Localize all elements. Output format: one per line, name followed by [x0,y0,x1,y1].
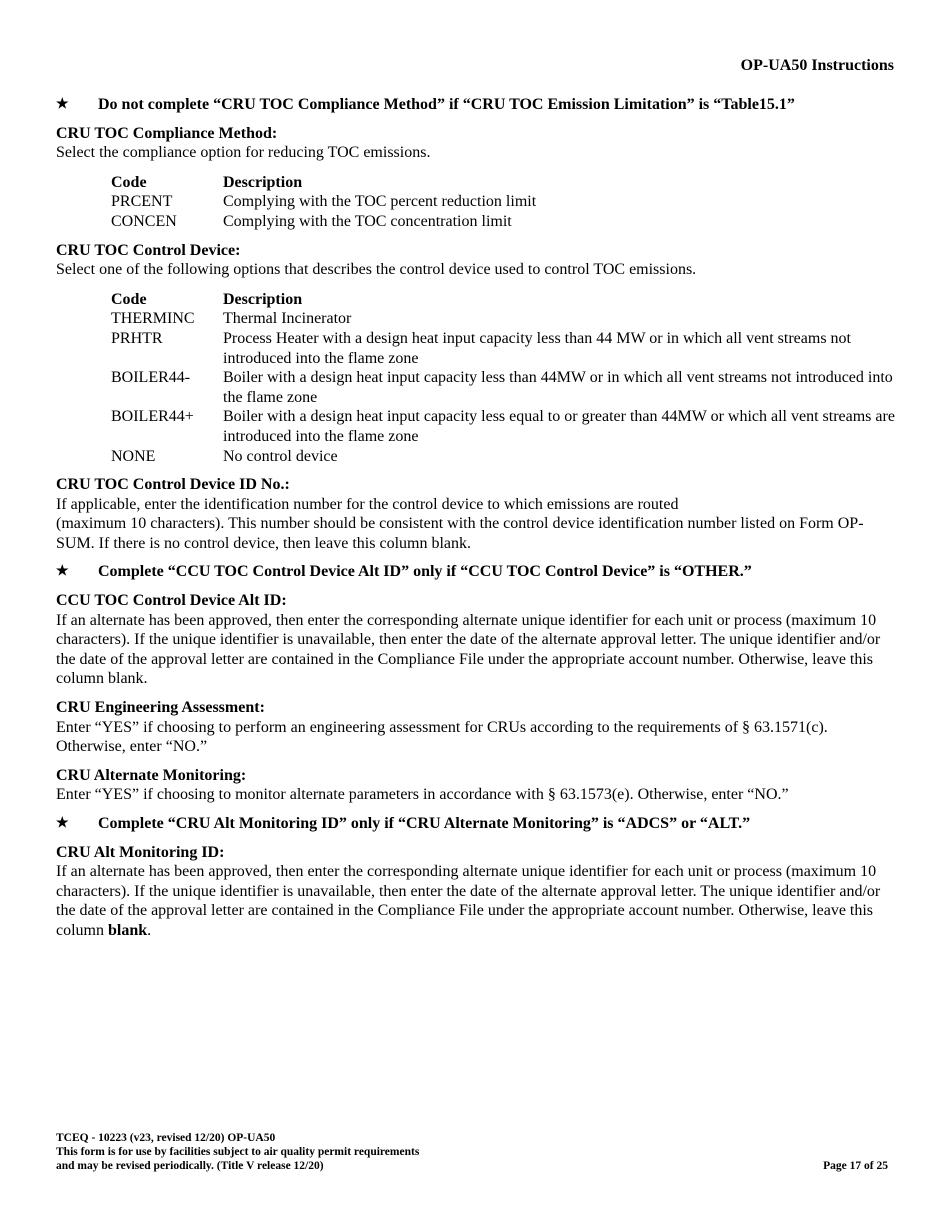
section-text: Select one of the following options that describes the control device used to control TOC emissions. [56,261,697,279]
compliance-code-table [111,173,536,232]
control-device-code-table [111,290,896,466]
table-row [111,447,896,467]
section-title: CRU Alternate Monitoring: [56,766,247,784]
text-body: If an alternate has been approved, then enter the corresponding alternate unique identifier for each unit or process (maximum 10 characters). If the unique identifier is unavailable, then enter the date of the alternate approval letter. The unique identifier and/or the date of the approval letter are contained in the Compliance File under the appropriate account number. Otherwise, leave this column [56,863,881,939]
bold-word: blank [108,921,148,939]
section-control-device-alt-id [56,591,896,689]
table-row [111,192,536,212]
code-cell: CONCEN [111,212,177,230]
section-title: CRU Engineering Assessment: [56,699,265,717]
col-header-code: Code [111,290,147,308]
table-row [111,309,896,329]
section-text [56,862,896,940]
description-cell: Complying with the TOC concentration limit [223,212,512,230]
section-text: Select the compliance option for reducing TOC emissions. [56,144,431,162]
col-header-description: Description [223,173,303,191]
description-cell: Thermal Incinerator [223,310,352,328]
code-cell: PRHTR [111,329,163,347]
table-row [111,407,896,446]
note-text: Complete “CCU TOC Control Device Alt ID” only if “CCU TOC Control Device” is “OTHER.” [98,563,752,581]
section-engineering-assessment [56,698,896,757]
section-text: Enter “YES” if choosing to perform an engineering assessment for CRUs according to the requirements of § 63.1571(c). Otherwise, enter “NO.” [56,718,828,756]
text-end: . [147,921,152,939]
section-control-device-id [56,475,896,553]
description-cell: Process Heater with a design heat input capacity less than 44 MW or in which all vent streams not introduced into the flame zone [223,329,851,367]
section-text: If an alternate has been approved, then enter the corresponding alternate unique identifier for each unit or process (maximum 10 characters). If the unique identifier is unavailable, then enter the date of the alternate approval letter. The unique identifier and/or the date of the approval letter are contained in the Compliance File under the appropriate account number. Otherwise, leave this column blank. [56,611,881,688]
note-text: Do not complete “CRU TOC Compliance Method” if “CRU TOC Emission Limitation” is “Table15.1” [98,96,795,113]
section-text-line: If applicable, enter the identification number for the control device to which emissions are routed [56,495,679,513]
page-number: Page 17 of 25 [823,1160,888,1172]
star-icon: ★ [56,816,69,831]
section-text-line: (maximum 10 characters). This number should be consistent with the control device identification number listed on Form OP-SUM. If there is no control device, then leave this column blank. [56,515,864,552]
table-row [111,212,536,232]
code-cell: PRCENT [111,193,173,211]
description-cell: Complying with the TOC percent reduction limit [223,193,537,211]
star-icon: ★ [56,564,69,580]
section-title: CCU TOC Control Device Alt ID: [56,592,287,610]
page-header-title: OP-UA50 Instructions [740,57,894,74]
note-alt-monitoring-id [56,814,896,834]
col-header-description: Description [223,290,303,308]
section-alt-monitoring-id [56,843,896,941]
star-icon: ★ [56,97,69,112]
section-title: CRU TOC Compliance Method: [56,124,278,142]
description-cell: Boiler with a design heat input capacity less equal to or greater than 44MW or which all vent streams are introduced into the flame zone [223,408,895,445]
note-alt-id [56,562,896,582]
table-row [111,329,896,368]
section-compliance-method [56,124,896,232]
section-title: CRU TOC Control Device ID No.: [56,476,290,494]
note-text: Complete “CRU Alt Monitoring ID” only if “CRU Alternate Monitoring” is “ADCS” or “ALT.” [98,815,751,832]
table-row [111,368,896,407]
footer-form-info [56,1131,419,1173]
section-alternate-monitoring [56,766,896,805]
footer-line: This form is for use by facilities subject to air quality permit requirements [56,1146,420,1158]
section-title: CRU Alt Monitoring ID: [56,843,225,861]
code-cell: NONE [111,447,156,465]
section-control-device [56,241,896,467]
note-compliance-method [56,95,896,115]
code-cell: THERMINC [111,310,195,328]
code-cell: BOILER44+ [111,408,194,426]
col-header-code: Code [111,173,147,191]
section-title: CRU TOC Control Device: [56,241,241,259]
description-cell: Boiler with a design heat input capacity less than 44MW or in which all vent streams not introduced into the flame zone [223,369,893,406]
footer-line: and may be revised periodically. (Title V release 12/20) [56,1160,324,1172]
footer-line: TCEQ - 10223 (v23, revised 12/20) OP-UA50 [56,1132,276,1144]
code-cell: BOILER44- [111,369,191,387]
section-text: Enter “YES” if choosing to monitor alternate parameters in accordance with § 63.1573(e). Otherwise, enter “NO.” [56,786,789,804]
description-cell: No control device [223,447,338,465]
document-body [56,95,896,950]
